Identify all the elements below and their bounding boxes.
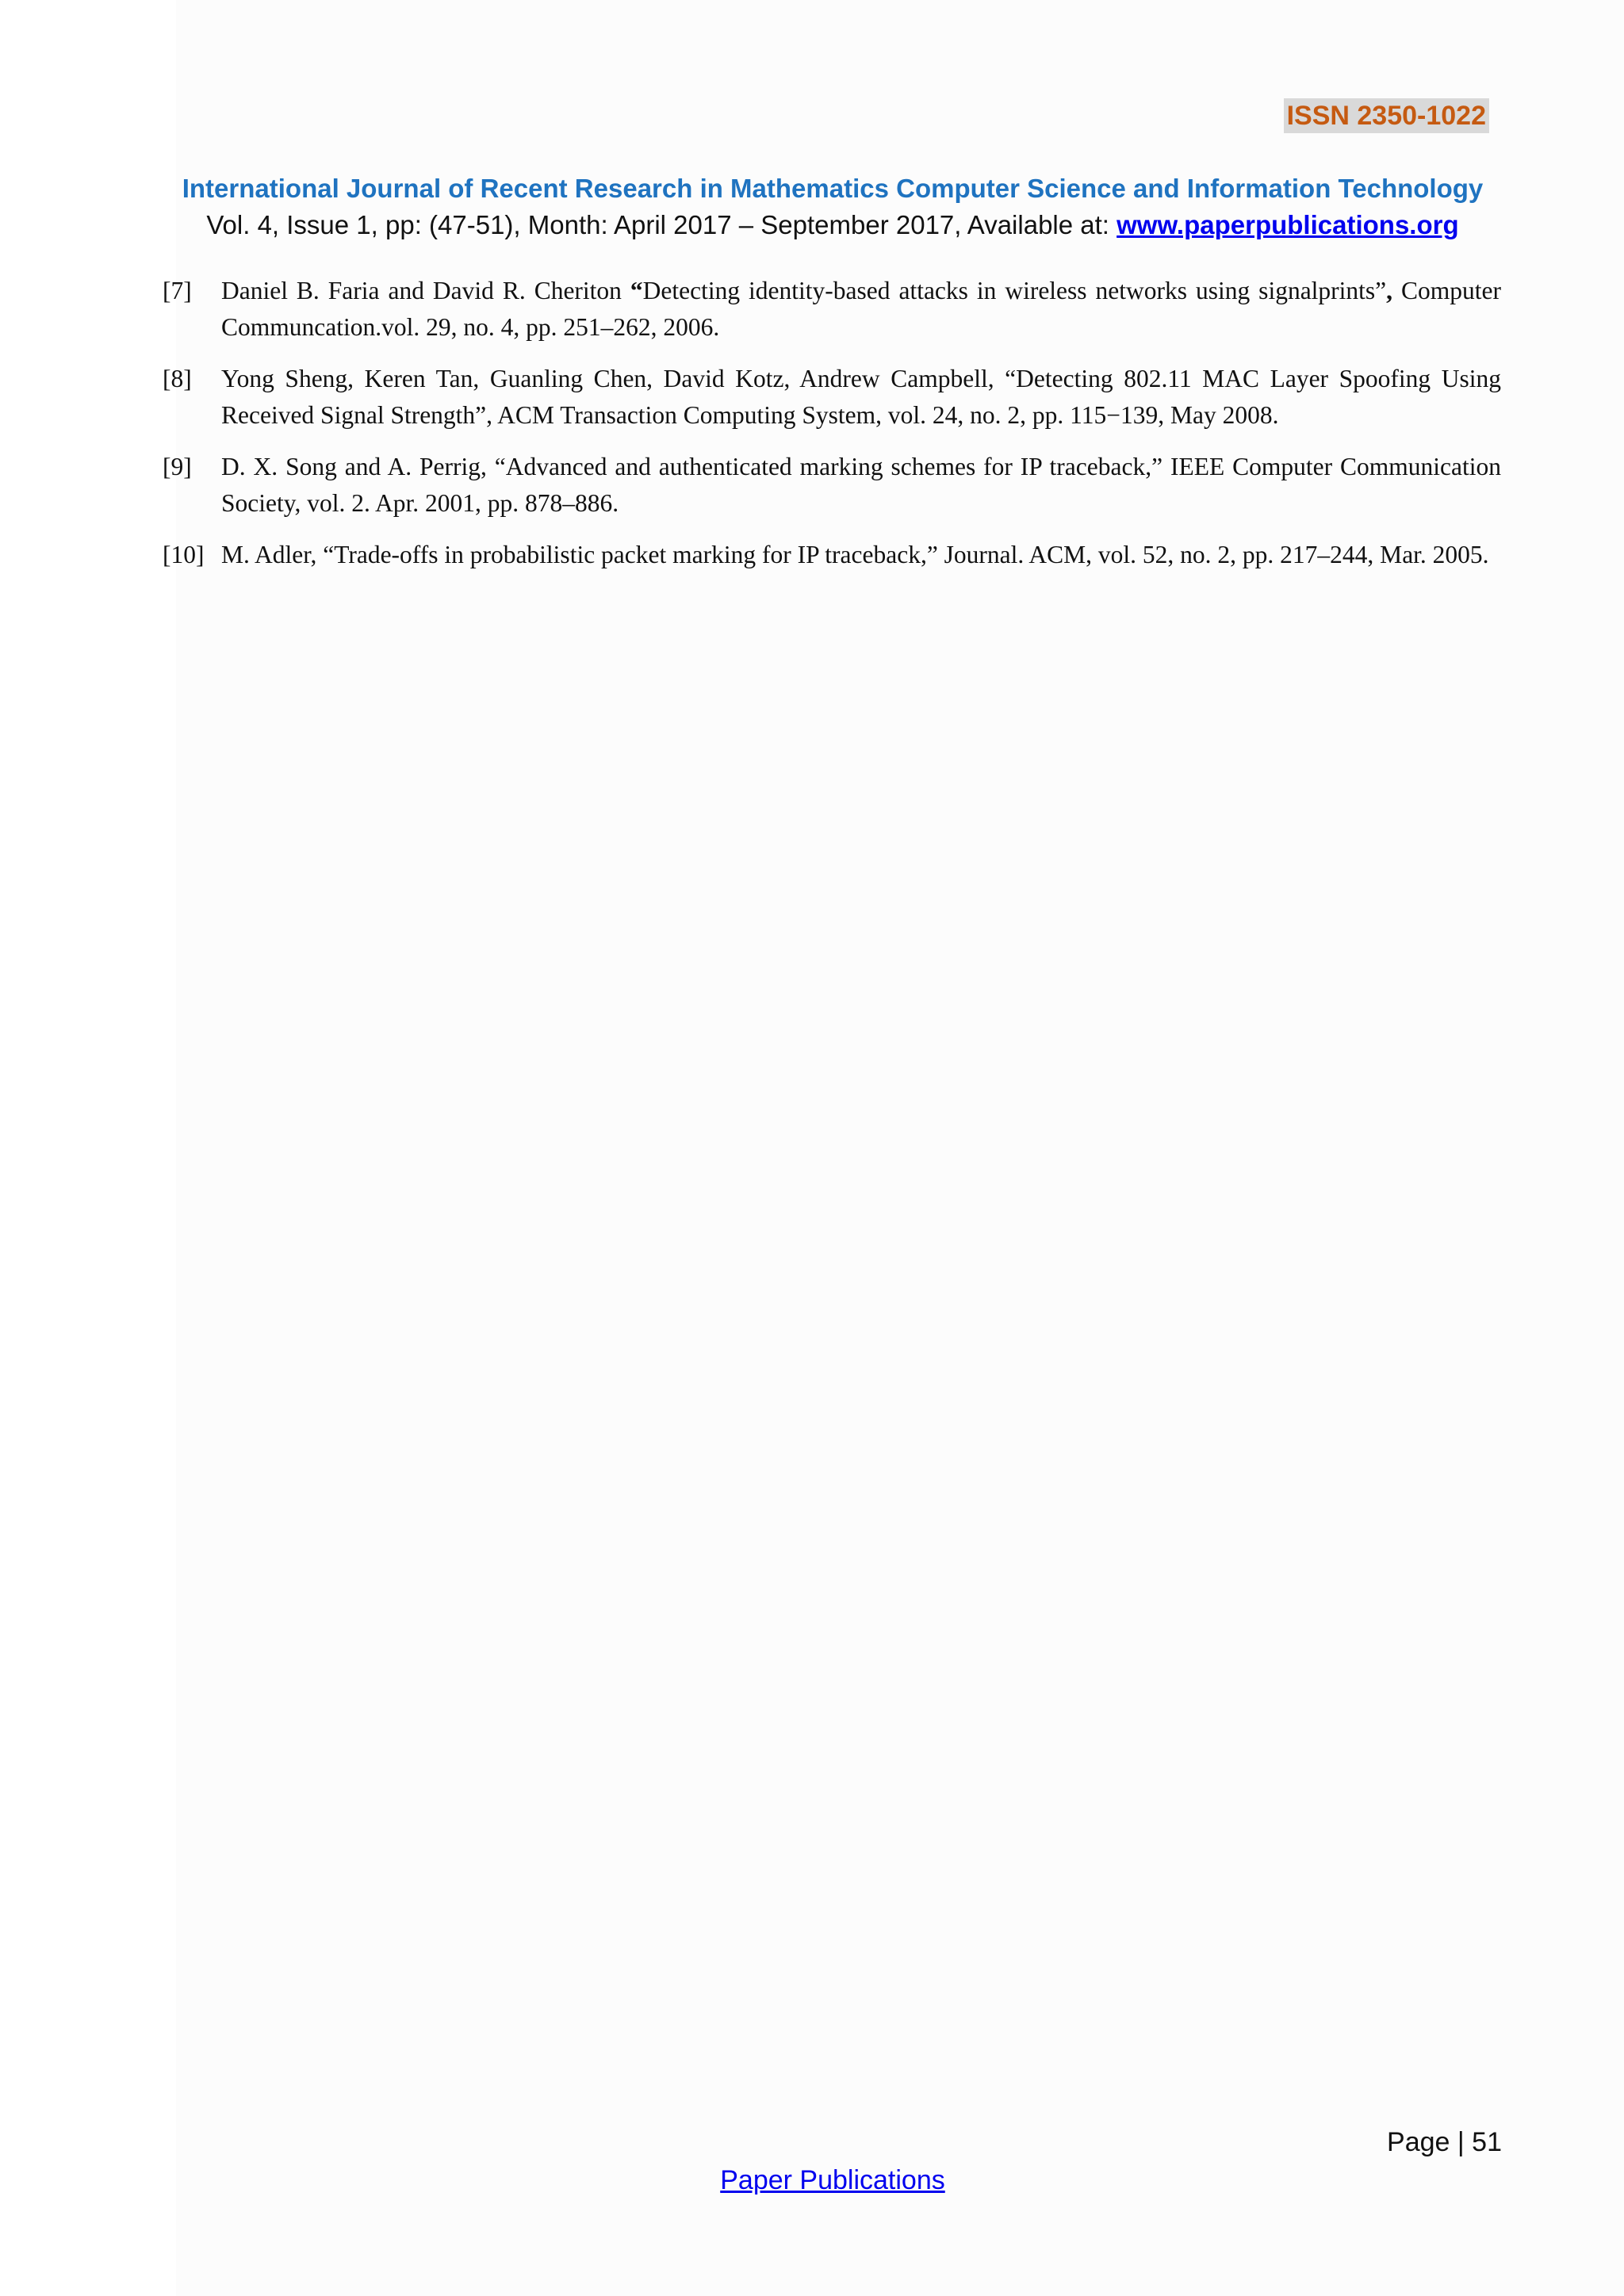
reference-authors: Daniel B. Faria and David R. Cheriton: [221, 277, 630, 304]
reference-item: [163, 273, 1501, 346]
publisher-link[interactable]: Paper Publications: [720, 2165, 945, 2195]
reference-item: [163, 537, 1501, 573]
reference-title: Detecting identity-based attacks in wireless networks using signalprints”: [642, 277, 1387, 304]
volume-info: Vol. 4, Issue 1, pp: (47-51), Month: April 2017 – September 2017, Available at:: [206, 210, 1117, 239]
issn-badge: ISSN 2350-1022: [1284, 98, 1489, 133]
reference-number: [10]: [163, 541, 205, 568]
reference-number: [8]: [163, 365, 192, 392]
bold-comma: ,: [1386, 277, 1393, 304]
journal-volume-line: [0, 208, 1624, 243]
page-number: Page | 51: [1387, 2127, 1502, 2157]
reference-source: Computer Communcation.vol. 29, no. 4, pp. 251–262, 2006.: [221, 277, 1501, 341]
reference-item: [163, 361, 1501, 434]
reference-text: Yong Sheng, Keren Tan, Guanling Chen, David Kotz, Andrew Campbell, “Detecting 802.11 MAC Layer Spoofing Using Received Signal Strength”, ACM Transaction Computing System, vol. 24, no. 2, pp. 115−139, May 2008.: [221, 365, 1501, 429]
reference-text: M. Adler, “Trade-offs in probabilistic packet marking for IP traceback,” Journal. ACM, vol. 52, no. 2, pp. 217–244, Mar. 2005.: [221, 541, 1489, 568]
reference-number: [9]: [163, 453, 192, 480]
reference-number: [7]: [163, 277, 192, 304]
reference-text: [221, 273, 1501, 346]
reference-item: [163, 449, 1501, 522]
reference-text: D. X. Song and A. Perrig, “Advanced and authenticated marking schemes for IP traceback,” IEEE Computer Communication Society, vol. 2. Apr. 2001, pp. 878–886.: [221, 453, 1501, 517]
journal-title: International Journal of Recent Research in Mathematics Computer Science and Information Technology: [182, 174, 1484, 203]
footer-publisher: [0, 2163, 1624, 2198]
reference-list: [163, 273, 1501, 588]
website-link[interactable]: www.paperpublications.org: [1116, 210, 1459, 239]
bold-quote: “: [630, 277, 643, 304]
